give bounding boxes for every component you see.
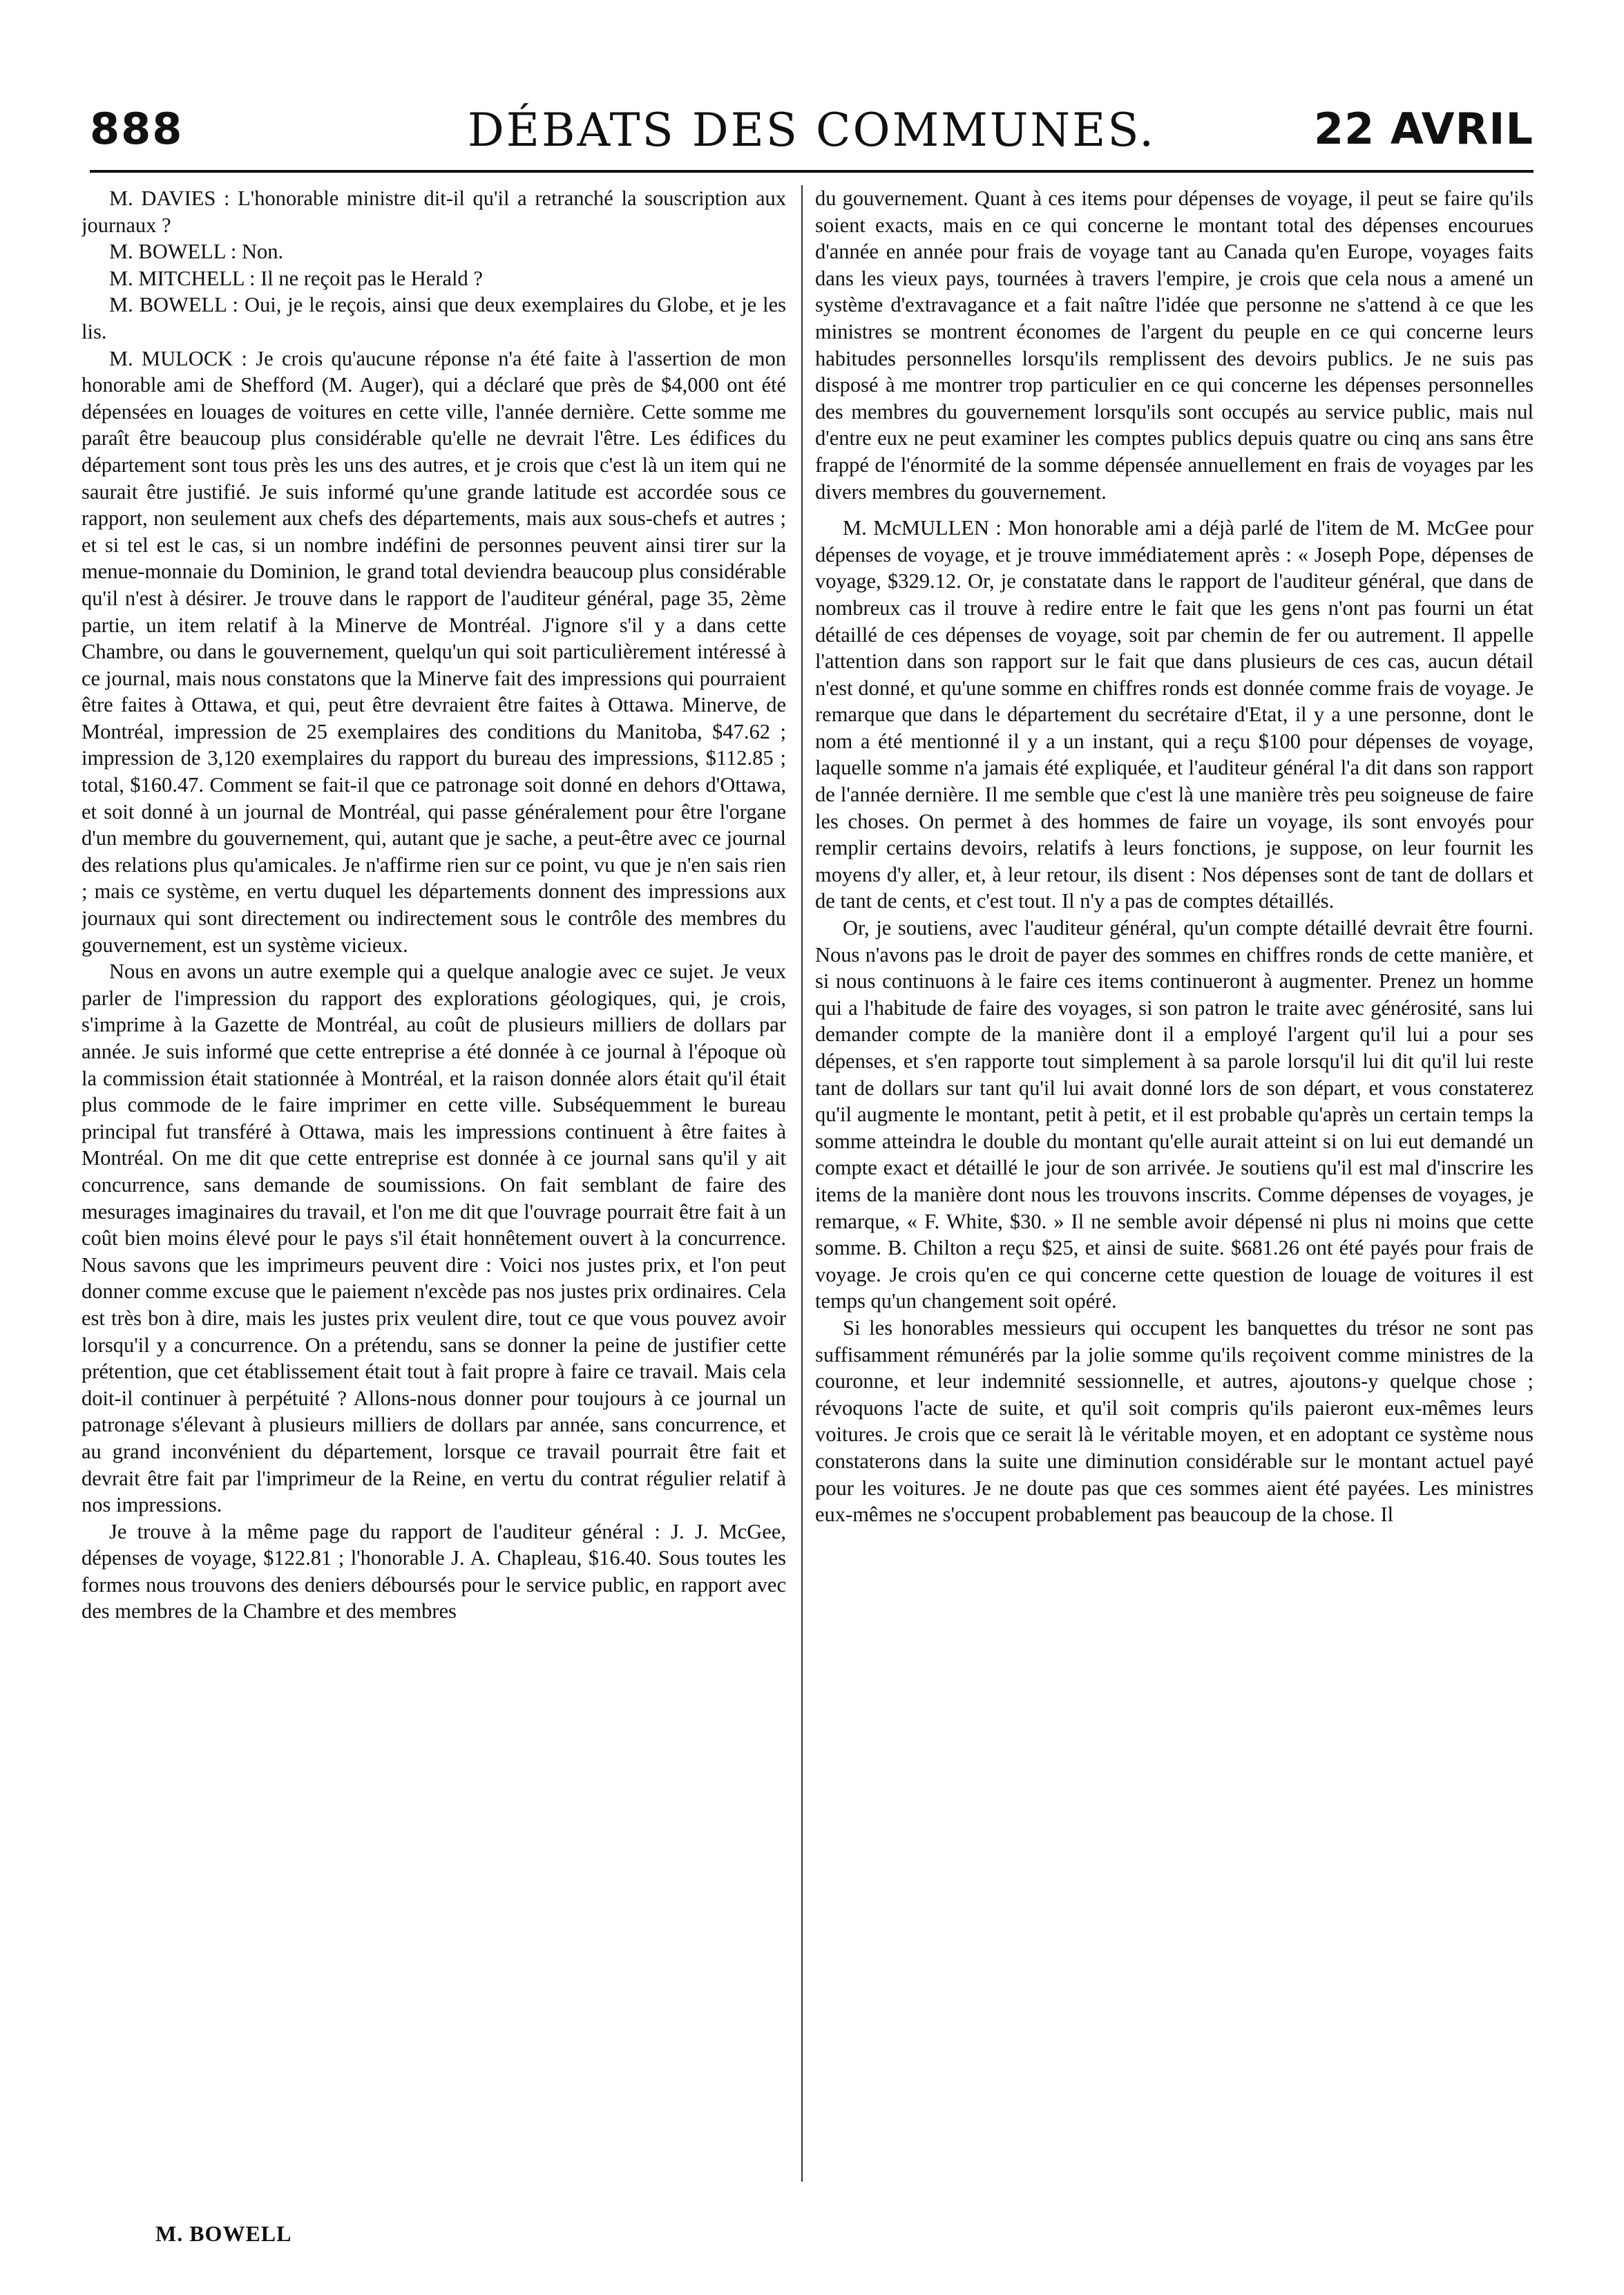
paragraph: M. MITCHELL : Il ne reçoit pas le Herald ? — [109, 266, 483, 290]
running-header — [90, 104, 1534, 159]
column-divider — [801, 185, 803, 2182]
paragraph: M. MULOCK : Je crois qu'aucune réponse n'a été faite à l'assertion de mon honorable ami de Shefford (M. Auger), qui a déclaré que près de $4,000 ont été dépensées en louages de voitures en cette ville, l'année dernière. Cette somme me paraît être beaucoup plus considérable qu'elle ne devrait l'être. Les édifices du département sont tous près les uns des autres, et je crois que c'est là un item qui ne saurait être justifié. Je suis informé qu'une grande latitude est accordée sous ce rapport, non seulement aux chefs des départements, mais aux sous-chefs et autres ; et si tel est le cas, si un nombre indéfini de personnes peuvent ainsi tirer sur la menue-monnaie du Dominion, le grand total deviendra beaucoup plus considérable qu'il n'est à désirer. Je trouve dans le rapport de l'auditeur général, page 35, 2ème partie, un item relatif à la Minerve de Montréal. J'ignore s'il y a dans cette Chambre, ou dans le gouvernement, quelqu'un qui soit particulièrement intéressé à ce journal, mais nous constatons que la Minerve fait des impressions qui pourraient être faites à Ottawa, et qui, peut être devraient être faites à Ottawa. Minerve, de Montréal, impression de 25 exemplaires des conditions du Manitoba, $47.62 ; impression de 3,120 exemplaires du rapport du bureau des impressions, $112.85 ; total, $160.47. Comment se fait-il que ce patronage soit donné en dehors d'Ottawa, et soit donné à un journal de Montréal, qui passe généralement pour être l'organe d'un membre du gouvernement, qui, autant que je sache, a peut-être avec ce journal des relations plus qu'amicales. Je n'affirme rien sur ce point, vu que je n'en sais rien ; mais ce système, en vertu duquel les départements donnent des impressions aux journaux qui sont directement ou indirectement sous le contrôle des membres du gouvernement, est un système vicieux. — [82, 346, 786, 957]
paragraph: Si les honorables messieurs qui occupent les banquettes du trésor ne sont pas suffisamment rémunérés par la jolie somme qu'ils reçoivent comme ministres de la couronne, et leur indemnité sessionnelle, et autres, ajoutons-y quelque chose ; révoquons l'acte de suite, et qu'il soit compris qu'ils paieront eux-mêmes leurs voitures. Je crois que ce serait là le véritable moyen, et en adoptant ce système nous constaterons dans la suite une diminution considérable sur le montant actuel payé pour les voitures. Je ne doute pas que ces sommes aient été payées. Les ministres eux-mêmes ne s'occupent probablement pas beaucoup de la chose. Il — [815, 1315, 1534, 1527]
page-date: 22 AVRIL — [1314, 104, 1534, 154]
page-number: 888 — [90, 104, 184, 154]
paragraph: Je trouve à la même page du rapport de l'auditeur général : J. J. McGee, dépenses de voyage, $122.81 ; l'honorable J. A. Chapleau, $16.40. Sous toutes les formes nous trouvons des deniers déboursés pour le service public, en rapport avec des membres de la Chambre et des membres — [82, 1519, 786, 1623]
left-column — [82, 185, 786, 2191]
paragraph: Or, je soutiens, avec l'auditeur général, qu'un compte détaillé devrait être fourni. Nous n'avons pas le droit de payer des sommes en chiffres ronds de cette manière, et si nous continuons à le faire ces items continueront à augmenter. Prenez un homme qui a l'habitude de faire des voyages, si son patron le traite avec générosité, sans lui demander compte de la manière dont il a employé l'argent qu'il lui a pour ses dépenses, et s'en rapporte tout simplement à sa parole lorsqu'il lui dit qu'il lui reste tant de dollars sur tant qu'il lui avait donné lors de son départ, et vous constaterez qu'il augmente le montant, petit à petit, et il est probable qu'après un certain temps la somme atteindra le double du montant qu'elle aurait atteint si on lui eut demandé un compte exact et détaillé le jour de son arrivée. Je soutiens qu'il est mal d'inscrire les items de la manière dont nous les trouvons inscrits. Comme dépenses de voyages, je remarque, « F. White, $30. » Il ne semble avoir dépensé ni plus ni moins que cette somme. B. Chilton a reçu $25, et ainsi de suite. $681.26 ont été payés pour frais de voyage. Je crois qu'en ce qui concerne cette question de louage de voitures il est temps qu'un changement soit opéré. — [815, 916, 1534, 1313]
paragraph: M. BOWELL : Oui, je le reçois, ainsi que deux exemplaires du Globe, et je les lis. — [82, 293, 786, 343]
journal-title: DÉBATS DES COMMUNES. — [467, 104, 1156, 157]
paragraph: Nous en avons un autre exemple qui a quelque analogie avec ce sujet. Je veux parler de l'impression du rapport des explorations géologiques, qui, je crois, s'imprime à la Gazette de Montréal, au coût de plusieurs milliers de dollars par année. Je suis informé que cette entreprise a été donnée à ce journal à l'époque où la commission était stationnée à Montréal, et la raison donnée alors était qu'il était plus commode de le faire imprimer en cette ville. Subséquemment le bureau principal fut transféré à Ottawa, mais les impressions continuent à être faites à Montréal. On me dit que cette entreprise est donnée à ce journal sans qu'il y ait concurrence, sans demande de soumissions. On fait semblant de faire des mesurages imaginaires du travail, et l'on me dit que l'ouvrage pourrait être fait à un coût bien moins élevé pour le pays s'il était honnêtement ouvert à la concurrence. Nous savons que les imprimeurs peuvent dire : Voici nos justes prix, et l'on peut donner comme excuse que le paiement n'excède pas nos justes prix ordinaires. Cela est très bon à dire, mais les justes prix veulent dire, tout ce que vous pouvez avoir lorsqu'il y a concurrence. On a prétendu, sans se donner la peine de justifier cette prétention, que cet établissement était tout à fait propre à faire ce travail. Mais cela doit-il continuer à perpétuité ? Allons-nous donner pour toujours à ce journal un patronage s'élevant à plusieurs milliers de dollars par année, sans concurrence, et au grand inconvénient du département, lorsque ce travail pourrait être fait et devrait être fait par l'imprimeur de la Reine, en vertu du contrat régulier relatif à nos impressions. — [82, 960, 786, 1517]
paragraph: du gouvernement. Quant à ces items pour dépenses de voyage, il peut se faire qu'ils soient exacts, mais en ce qui concerne le montant total des dépenses encourues d'année en année pour frais de voyage tant au Canada qu'en Europe, voyages faits dans les vieux pays, tournées à travers l'empire, je crois que cela nous a amené un système d'extravagance et a fait naître l'idée que personne ne s'attend à ce que les ministres se montrent économes de l'argent du peuple en ce qui concerne leurs habitudes personnelles lorsqu'ils remplissent des devoirs publics. Je ne suis pas disposé à me montrer trop particulier en ce qui concerne les dépenses personnelles des membres du gouvernement lorsqu'ils sont occupés au service public, mais nul d'entre eux ne peut examiner les comptes publics depuis quatre ou cinq ans sans être frappé de l'énormité de la somme dépensée annuellement en frais de voyages par les divers membres du gouvernement. — [815, 187, 1534, 504]
right-column — [815, 185, 1534, 2191]
paragraph: M. BOWELL : Non. — [109, 240, 284, 264]
header-rule — [90, 170, 1534, 173]
paragraph: M. DAVIES : L'honorable ministre dit-il qu'il a retranché la souscription aux journaux ? — [82, 187, 786, 237]
footer-speaker-name: M. BOWELL — [155, 2221, 292, 2246]
paragraph: M. McMULLEN : Mon honorable ami a déjà parlé de l'item de M. McGee pour dépenses de voyage, et je trouve immédiatement après : « Joseph Pope, dépenses de voyage, $329.12. Or, je constatate dans le rapport de l'auditeur général, que dans de nombreux cas il trouve à redire entre le fait que les gens n'ont pas fourni un état détaillé de ces dépenses de voyage, soit par chemin de fer ou autrement. Il appelle l'attention dans son rapport sur le fait que dans plusieurs de ces cas, aucun détail n'est donné, et qu'une somme en chiffres ronds est donnée comme frais de voyage. Je remarque que dans le département du secrétaire d'Etat, il y a une personne, dont le nom a été mentionné il y a un instant, qui a reçu $100 pour dépenses de voyage, laquelle somme n'a jamais été expliquée, et l'auditeur général l'a dit dans son rapport de l'année dernière. Il me semble que c'est là une manière très peu soigneuse de faire les choses. On permet à des hommes de faire un voyage, ils sont envoyés pour remplir certains devoirs, relatifs à leurs fonctions, je suppose, on leur fournit les moyens d'y aller, et, à leur retour, ils disent : Nos dépenses sont de tant de dollars et de tant de cents, et c'est tout. Il n'y a pas de comptes détaillés. — [815, 516, 1534, 913]
